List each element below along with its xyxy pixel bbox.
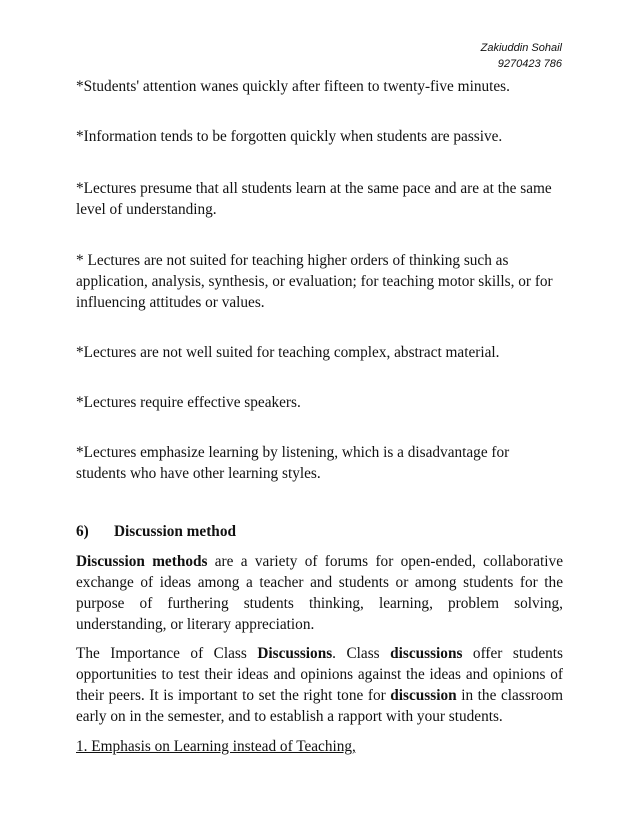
bold-term: Discussions xyxy=(257,645,333,662)
section-title: Discussion method xyxy=(114,523,236,540)
bullet-attention: *Students' attention wanes quickly after fifteen to twenty-five minutes. xyxy=(76,78,510,95)
bullet-forgotten: *Information tends to be forgotten quickly when students are passive. xyxy=(76,128,503,145)
paragraph-discussion-methods xyxy=(76,551,563,635)
paragraph-text: are a variety of forums for open-ended, collaborative exchange of ideas among a teacher and students or among students for the purpose of furthering students thinking, learning, problem solving, understanding, or literary appreciation. xyxy=(76,553,563,633)
section-number: 6) xyxy=(76,523,89,540)
bullet-listening: *Lectures emphasize learning by listening, which is a disadvantage for students who have other learning styles. xyxy=(76,444,510,482)
header-phone: 9270423 786 xyxy=(497,58,562,70)
paragraph-text: The Importance of Class xyxy=(76,645,258,662)
bold-term: discussions xyxy=(390,645,463,662)
bullet-speakers: *Lectures require effective speakers. xyxy=(76,394,301,411)
bold-term: discussion xyxy=(390,687,457,704)
paragraph-text: . Class xyxy=(332,645,391,662)
bullet-abstract: *Lectures are not well suited for teaching complex, abstract material. xyxy=(76,344,500,361)
paragraph-importance xyxy=(76,643,563,727)
paragraph-bold-lead: Discussion methods xyxy=(76,553,208,570)
section-heading xyxy=(76,521,236,542)
bullet-higher-orders: * Lectures are not suited for teaching higher orders of thinking such as application, analysis, synthesis, or evaluation; for teaching motor skills, or for influencing attitudes or values. xyxy=(76,252,553,311)
paragraph-text: in the classroom early on in the semester, and to establish a rapport with your students. xyxy=(76,687,563,725)
subheading-emphasis: 1. Emphasis on Learning instead of Teaching, xyxy=(76,738,356,755)
bullet-same-pace: *Lectures presume that all students learn at the same pace and are at the same level of understanding. xyxy=(76,180,552,218)
paragraph-text: offer students opportunities to test their ideas and opinions against the ideas and opinions of their peers. It is important to set the right tone for xyxy=(76,645,564,704)
header-author: Zakiuddin Sohail xyxy=(480,42,562,54)
page-header xyxy=(481,40,562,72)
